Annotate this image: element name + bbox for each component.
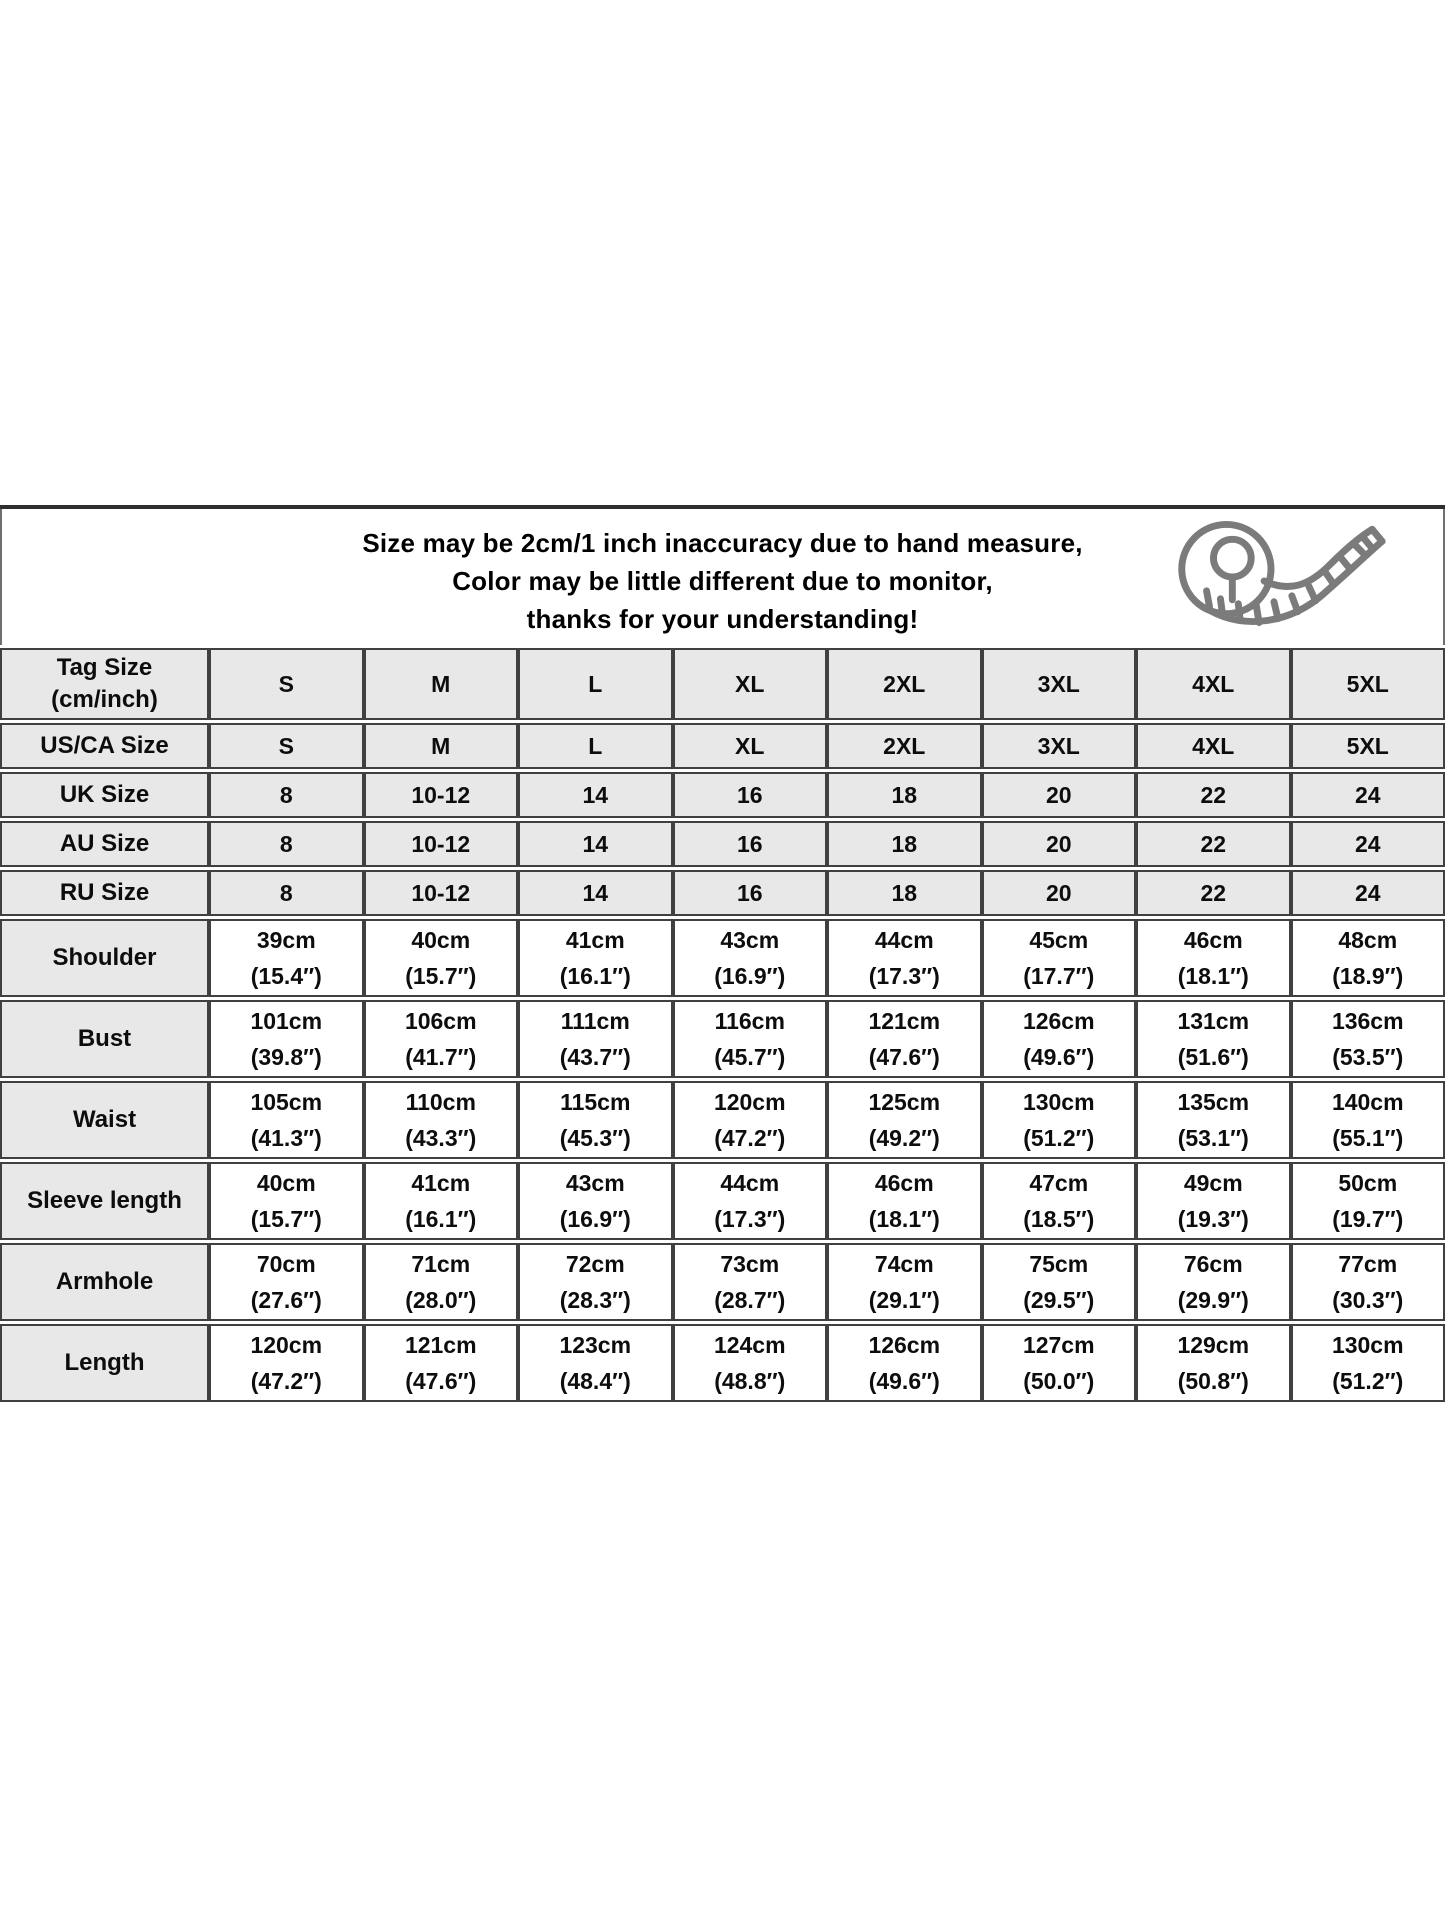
cell-text: Shoulder [52,944,157,971]
cell-text: 72cm [565,1251,625,1277]
cell-text: 3XL [1037,733,1080,759]
cell-text: 8 [279,831,293,857]
cell-text: 18 [891,782,918,808]
cell-waist-L [518,1081,673,1159]
cell-text: 10-12 [411,782,471,808]
cell-text: 5XL [1346,671,1389,697]
cell-bust-S [209,1000,364,1078]
cell-au-size-3XL [982,821,1137,867]
cell-text: 4XL [1192,671,1235,697]
cell-text: 124cm [713,1332,786,1358]
cell-text: 2XL [883,733,926,759]
row-label-sleeve-length [0,1162,209,1240]
cell-text: (16.1″) [405,1206,477,1232]
table-row-sleeve-length [0,1162,1445,1240]
cell-sleeve-length-4XL [1136,1162,1291,1240]
cell-text: 129cm [1177,1332,1250,1358]
cell-text: Tag Size [56,654,153,681]
cell-text: (17.3″) [714,1206,786,1232]
cell-text: 105cm [250,1089,323,1115]
cell-au-size-5XL [1291,821,1445,867]
cell-tag-size-3XL [982,648,1137,720]
disclaimer-line-2: Color may be little different due to monitor, [452,566,993,596]
cell-text: 48cm [1338,927,1398,953]
cell-text: (18.5″) [1023,1206,1095,1232]
cell-text: 45cm [1029,927,1089,953]
cell-bust-L [518,1000,673,1078]
cell-tag-size-M [364,648,519,720]
row-label-tag-size [0,648,209,720]
table-row-armhole [0,1243,1445,1321]
cell-text: M [431,733,451,759]
cell-text: 3XL [1037,671,1080,697]
cell-text: 24 [1354,782,1381,808]
cell-ru-size-2XL [827,870,982,916]
cell-text: 50cm [1338,1170,1398,1196]
cell-text: Armhole [55,1268,154,1295]
tape-roll-hole [1213,539,1251,577]
cell-text: 101cm [250,1008,323,1034]
cell-waist-2XL [827,1081,982,1159]
cell-text: 70cm [256,1251,316,1277]
cell-text: 127cm [1022,1332,1095,1358]
cell-sleeve-length-L [518,1162,673,1240]
cell-us-ca-size-2XL [827,723,982,769]
cell-uk-size-L [518,772,673,818]
cell-text: (cm/inch) [51,686,158,713]
table-row-bust [0,1000,1445,1078]
cell-text: 20 [1045,880,1072,906]
cell-text: 24 [1354,831,1381,857]
cell-text: 4XL [1192,733,1235,759]
cell-text: 8 [279,782,293,808]
disclaimer-line-3: thanks for your understanding! [526,604,919,634]
cell-shoulder-2XL [827,919,982,997]
cell-text: XL [735,733,765,759]
cell-us-ca-size-4XL [1136,723,1291,769]
cell-text: 120cm [713,1089,786,1115]
cell-text: 16 [736,880,763,906]
cell-text: 2XL [883,671,926,697]
cell-text: AU Size [59,830,150,857]
cell-uk-size-4XL [1136,772,1291,818]
cell-armhole-S [209,1243,364,1321]
row-label-ru-size [0,870,209,916]
cell-bust-4XL [1136,1000,1291,1078]
cell-text: 123cm [559,1332,632,1358]
cell-text: S [278,671,294,697]
cell-ru-size-5XL [1291,870,1445,916]
cell-length-XL [673,1324,828,1402]
cell-shoulder-5XL [1291,919,1445,997]
cell-uk-size-S [209,772,364,818]
cell-text: (15.4″) [250,963,322,989]
cell-sleeve-length-5XL [1291,1162,1445,1240]
cell-us-ca-size-L [518,723,673,769]
cell-text: 20 [1045,831,1072,857]
cell-text: 130cm [1331,1332,1404,1358]
row-label-us-ca-size [0,723,209,769]
cell-text: (15.7″) [405,963,477,989]
cell-text: (16.9″) [714,963,786,989]
cell-text: 43cm [720,927,780,953]
cell-text: (16.9″) [559,1206,631,1232]
cell-text: 44cm [874,927,934,953]
cell-shoulder-XL [673,919,828,997]
cell-text: (39.8″) [250,1044,322,1070]
cell-text: Bust [77,1025,132,1052]
cell-text: 22 [1200,782,1227,808]
cell-armhole-L [518,1243,673,1321]
cell-uk-size-5XL [1291,772,1445,818]
cell-ru-size-M [364,870,519,916]
cell-tag-size-L [518,648,673,720]
cell-text: 46cm [874,1170,934,1196]
cell-tag-size-4XL [1136,648,1291,720]
table-row-uk-size [0,772,1445,818]
cell-text: (49.6″) [1023,1044,1095,1070]
cell-text: 106cm [404,1008,477,1034]
cell-ru-size-3XL [982,870,1137,916]
cell-length-3XL [982,1324,1137,1402]
cell-text: 47cm [1029,1170,1089,1196]
cell-sleeve-length-S [209,1162,364,1240]
cell-text: 40cm [256,1170,316,1196]
cell-text: (49.6″) [868,1368,940,1394]
cell-text: (43.7″) [559,1044,631,1070]
cell-au-size-L [518,821,673,867]
cell-shoulder-L [518,919,673,997]
cell-text: (53.5″) [1332,1044,1404,1070]
cell-ru-size-4XL [1136,870,1291,916]
size-table-body [0,648,1445,1402]
row-label-waist [0,1081,209,1159]
cell-text: 14 [582,831,609,857]
cell-text: US/CA Size [40,732,169,759]
cell-text: 14 [582,782,609,808]
cell-text: 24 [1354,880,1381,906]
table-row-length [0,1324,1445,1402]
cell-uk-size-XL [673,772,828,818]
cell-tag-size-5XL [1291,648,1445,720]
cell-text: 71cm [411,1251,471,1277]
cell-tag-size-2XL [827,648,982,720]
cell-au-size-2XL [827,821,982,867]
cell-text: 43cm [565,1170,625,1196]
cell-armhole-2XL [827,1243,982,1321]
cell-text: 41cm [411,1170,471,1196]
cell-text: (50.0″) [1023,1368,1095,1394]
cell-text: 74cm [874,1251,934,1277]
cell-text: 40cm [411,927,471,953]
cell-text: 5XL [1346,733,1389,759]
cell-text: 14 [582,880,609,906]
cell-armhole-M [364,1243,519,1321]
cell-text: 121cm [868,1008,941,1034]
cell-au-size-4XL [1136,821,1291,867]
cell-armhole-3XL [982,1243,1137,1321]
cell-sleeve-length-3XL [982,1162,1137,1240]
cell-text: 39cm [256,927,316,953]
cell-text: 22 [1200,880,1227,906]
cell-uk-size-M [364,772,519,818]
cell-text: (27.6″) [250,1287,322,1313]
cell-text: (17.7″) [1023,963,1095,989]
cell-us-ca-size-XL [673,723,828,769]
table-row-au-size [0,821,1445,867]
cell-text: 111cm [560,1008,630,1034]
cell-waist-4XL [1136,1081,1291,1159]
row-label-length [0,1324,209,1402]
cell-waist-XL [673,1081,828,1159]
cell-text: (28.0″) [405,1287,477,1313]
cell-sleeve-length-M [364,1162,519,1240]
cell-tag-size-XL [673,648,828,720]
cell-text: 131cm [1177,1008,1250,1034]
tape-top-edge [1264,529,1372,586]
cell-sleeve-length-XL [673,1162,828,1240]
cell-text: UK Size [59,781,150,808]
cell-text: 126cm [1022,1008,1095,1034]
cell-waist-S [209,1081,364,1159]
cell-text: 44cm [720,1170,780,1196]
tape-end-cap [1372,529,1382,541]
cell-text: (47.6″) [405,1368,477,1394]
cell-text: 20 [1045,782,1072,808]
cell-us-ca-size-3XL [982,723,1137,769]
cell-text: 8 [279,880,293,906]
cell-bust-M [364,1000,519,1078]
cell-text: (18.9″) [1332,963,1404,989]
cell-text: 126cm [868,1332,941,1358]
cell-bust-XL [673,1000,828,1078]
cell-uk-size-3XL [982,772,1137,818]
cell-length-S [209,1324,364,1402]
cell-text: 120cm [250,1332,323,1358]
cell-text: (19.7″) [1332,1206,1404,1232]
table-row-ru-size [0,870,1445,916]
cell-text: 125cm [868,1089,941,1115]
cell-text: 10-12 [411,880,471,906]
cell-text: 46cm [1183,927,1243,953]
cell-text: (48.4″) [559,1368,631,1394]
cell-ru-size-S [209,870,364,916]
cell-text: (17.3″) [868,963,940,989]
cell-text: (18.1″) [1177,963,1249,989]
cell-text: (41.3″) [250,1125,322,1151]
cell-text: Sleeve length [27,1187,182,1214]
measuring-tape-icon [1153,515,1391,637]
cell-text: (53.1″) [1177,1125,1249,1151]
cell-text: (19.3″) [1177,1206,1249,1232]
cell-shoulder-S [209,919,364,997]
cell-armhole-XL [673,1243,828,1321]
cell-waist-3XL [982,1081,1137,1159]
cell-text: S [278,733,294,759]
cell-text: L [588,733,603,759]
cell-bust-2XL [827,1000,982,1078]
cell-armhole-5XL [1291,1243,1445,1321]
cell-text: Waist [72,1106,137,1133]
cell-uk-size-2XL [827,772,982,818]
cell-text: Length [64,1349,145,1376]
cell-waist-5XL [1291,1081,1445,1159]
disclaimer-line-1: Size may be 2cm/1 inch inaccuracy due to hand measure, [362,528,1083,558]
cell-text: 73cm [720,1251,780,1277]
cell-length-L [518,1324,673,1402]
cell-text: 22 [1200,831,1227,857]
cell-text: 18 [891,831,918,857]
cell-length-4XL [1136,1324,1291,1402]
cell-waist-M [364,1081,519,1159]
cell-text: (51.2″) [1023,1125,1095,1151]
cell-text: (15.7″) [250,1206,322,1232]
cell-text: 121cm [404,1332,477,1358]
cell-text: (47.2″) [714,1125,786,1151]
cell-shoulder-M [364,919,519,997]
cell-text: 130cm [1022,1089,1095,1115]
cell-text: (29.1″) [868,1287,940,1313]
cell-text: RU Size [59,879,150,906]
row-label-au-size [0,821,209,867]
cell-text: (30.3″) [1332,1287,1404,1313]
cell-text: 41cm [565,927,625,953]
cell-text: L [588,671,603,697]
cell-au-size-XL [673,821,828,867]
cell-au-size-S [209,821,364,867]
cell-ru-size-L [518,870,673,916]
cell-text: (50.8″) [1177,1368,1249,1394]
cell-us-ca-size-5XL [1291,723,1445,769]
cell-text: 115cm [560,1089,631,1115]
cell-au-size-M [364,821,519,867]
table-row-shoulder [0,919,1445,997]
table-row-tag-size [0,648,1445,720]
cell-text: (28.3″) [559,1287,631,1313]
cell-text: 75cm [1029,1251,1089,1277]
cell-text: (41.7″) [405,1044,477,1070]
cell-text: (51.6″) [1177,1044,1249,1070]
cell-text: 135cm [1177,1089,1250,1115]
cell-text: (18.1″) [868,1206,940,1232]
cell-text: (29.9″) [1177,1287,1249,1313]
cell-text: 10-12 [411,831,471,857]
cell-tag-size-S [209,648,364,720]
cell-text: (45.7″) [714,1044,786,1070]
cell-text: (47.2″) [250,1368,322,1394]
cell-text: 77cm [1338,1251,1398,1277]
cell-length-2XL [827,1324,982,1402]
cell-text: (55.1″) [1332,1125,1404,1151]
cell-text: 49cm [1183,1170,1243,1196]
cell-text: M [431,671,451,697]
cell-shoulder-4XL [1136,919,1291,997]
cell-text: 76cm [1183,1251,1243,1277]
cell-text: 16 [736,782,763,808]
disclaimer-box [0,509,1445,645]
cell-text: (47.6″) [868,1044,940,1070]
cell-length-5XL [1291,1324,1445,1402]
cell-text: (29.5″) [1023,1287,1095,1313]
cell-text: 18 [891,880,918,906]
cell-sleeve-length-2XL [827,1162,982,1240]
cell-text: 16 [736,831,763,857]
cell-ru-size-XL [673,870,828,916]
row-label-bust [0,1000,209,1078]
size-chart-table [0,645,1445,1405]
cell-text: (16.1″) [559,963,631,989]
cell-text: (45.3″) [559,1125,631,1151]
cell-text: 136cm [1331,1008,1404,1034]
size-chart-panel [0,505,1445,1405]
cell-text: 110cm [405,1089,476,1115]
cell-shoulder-3XL [982,919,1137,997]
cell-text: 116cm [714,1008,785,1034]
row-label-shoulder [0,919,209,997]
cell-text: 140cm [1331,1089,1404,1115]
cell-text: (28.7″) [714,1287,786,1313]
cell-text: (51.2″) [1332,1368,1404,1394]
cell-us-ca-size-M [364,723,519,769]
cell-bust-3XL [982,1000,1137,1078]
cell-text: XL [735,671,765,697]
table-row-waist [0,1081,1445,1159]
cell-armhole-4XL [1136,1243,1291,1321]
table-row-us-ca-size [0,723,1445,769]
cell-bust-5XL [1291,1000,1445,1078]
cell-us-ca-size-S [209,723,364,769]
cell-text: (43.3″) [405,1125,477,1151]
cell-text: (49.2″) [868,1125,940,1151]
cell-length-M [364,1324,519,1402]
row-label-uk-size [0,772,209,818]
row-label-armhole [0,1243,209,1321]
cell-text: (48.8″) [714,1368,786,1394]
